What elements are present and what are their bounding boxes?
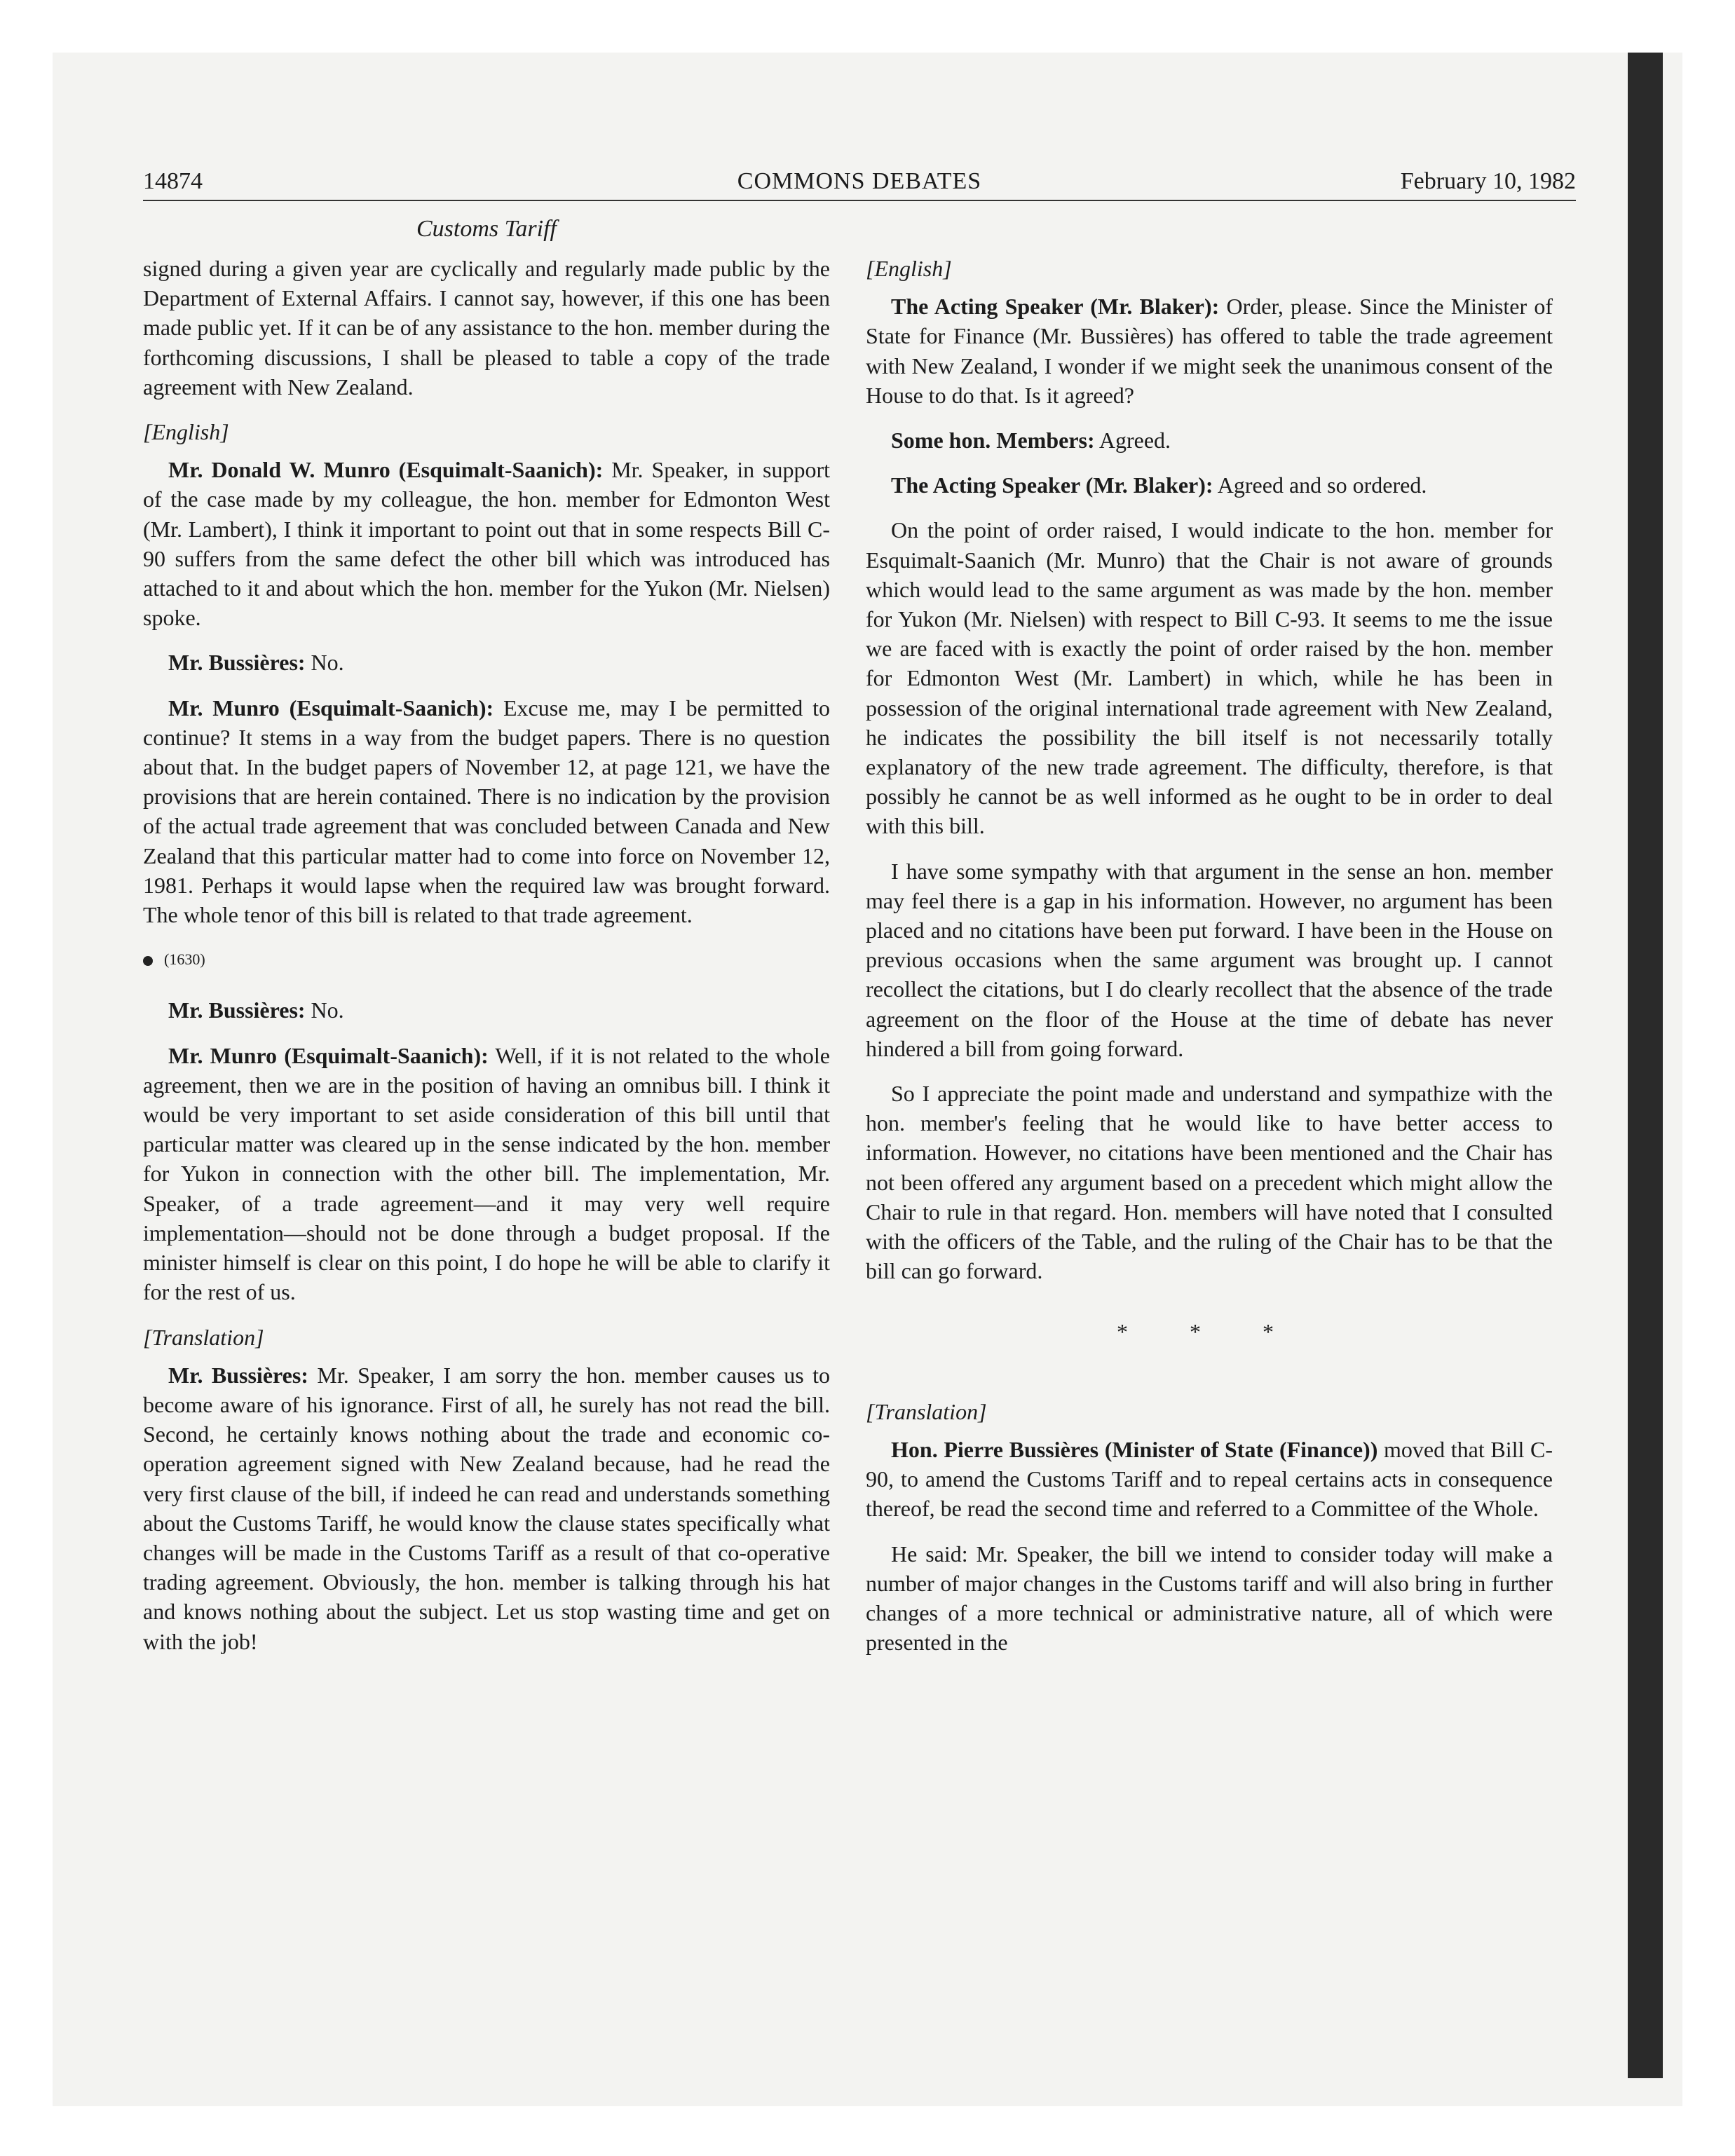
- speech-text: Excuse me, may I be permitted to continue? It stems in a way from the budget papers. There is no question about that. In the budget papers of November 12, at page 121, we have the provisions that are herein contained. There is no indication by the provision of the actual trade agreement that was concluded between Canada and New Zealand that this particular matter had to come into force on November 12, 1981. Perhaps it would lapse when the required law was brought forward. The whole tenor of this bill is related to that trade agreement.: [143, 695, 831, 928]
- speech: [143, 693, 830, 930]
- speech: [866, 425, 1553, 455]
- speech-text: moved that Bill C-90, to amend the Customs Tariff and to repeal certains acts in consequence thereof, be read the second time and referred to a Committee of the Whole.: [866, 1436, 1553, 1522]
- speaker-name: The Acting Speaker (Mr. Blaker):: [891, 294, 1220, 320]
- speech: [143, 995, 830, 1025]
- paragraph: He said: Mr. Speaker, the bill we intend to consider today will make a number of major changes in the Customs tariff and will also bring in further changes of a more technical or administrative nature, all of which were presented in the: [866, 1541, 1553, 1656]
- language-tag: [Translation]: [143, 1324, 264, 1350]
- paragraph: So I appreciate the point made and understand and sympathize with the hon. member's feeling that he would like to have better access to information. However, no citations have been mentioned and the Chair has not been offered any argument based on a precedent which might allow the Chair to rule in that regard. Hon. members will have noted that I consulted with the officers of the Table, and the ruling of the Chair has to be that the bill can go forward.: [866, 1081, 1553, 1284]
- bullet-icon: [143, 956, 153, 966]
- speaker-name: Mr. Bussières:: [168, 650, 306, 676]
- language-tag: [English]: [866, 256, 952, 281]
- language-tag: [Translation]: [866, 1398, 987, 1424]
- scan-edge-shadow: [1628, 53, 1663, 2078]
- speech-text: Mr. Speaker, in support of the case made by my colleague, the hon. member for Edmonton West (Mr. Lambert), I think it important to point out that in some respects Bill C-90 suffers from the same defect the other bill which was introduced has attached to it and about which the hon. member for the Yukon (Mr. Nielsen) spoke.: [143, 457, 831, 631]
- page-header: [143, 165, 1576, 198]
- speech-text: Mr. Speaker, I am sorry the hon. member causes us to become aware of his ignorance. First of all, he surely has not read the bill. Second, he certainly knows nothing about the trade and economic co-operation agreement signed with New Zealand because, had he read the very first clause of the bill, if indeed he can read and understands something about the Customs Tariff, he would know the clause states specifically what changes will be made in the Customs Tariff as a result of that co-operative trading agreement. Obviously, the hon. member is talking through his hat and knows nothing about the subject. Let us stop wasting time and get on with the job!: [143, 1362, 831, 1654]
- speech-text: Agreed and so ordered.: [1213, 472, 1427, 498]
- section-divider: * * *: [1117, 1318, 1302, 1344]
- speech: [866, 1435, 1553, 1524]
- speaker-name: Mr. Munro (Esquimalt-Saanich):: [168, 1042, 489, 1068]
- speech-text: Agreed.: [1094, 428, 1171, 453]
- speaker-name: Mr. Bussières:: [168, 997, 306, 1023]
- speech-text: No.: [305, 997, 344, 1023]
- speech-text: No.: [305, 650, 344, 676]
- paragraph: I have some sympathy with that argument in the sense an hon. member may feel there is a gap in his information. However, no argument has been placed and no citations have been put forward. I have been in the House on previous occasions when the same argument was brought up. I cannot recollect the citations, but I do clearly recollect that the absence of the trade agreement on the floor of the House at the time of debate has never hindered a bill from going forward.: [866, 858, 1553, 1061]
- speech: [866, 470, 1553, 500]
- speech: [143, 1041, 830, 1307]
- speaker-name: The Acting Speaker (Mr. Blaker):: [891, 472, 1213, 498]
- speaker-name: Hon. Pierre Bussières (Minister of State (Finance)): [891, 1436, 1378, 1462]
- language-tag: [English]: [143, 419, 229, 445]
- speaker-name: Mr. Donald W. Munro (Esquimalt-Saanich):: [168, 457, 604, 483]
- right-column: [866, 254, 1553, 1672]
- publication-title: COMMONS DEBATES: [737, 168, 982, 194]
- speech: [866, 292, 1553, 410]
- speech-text: Well, if it is not related to the whole agreement, then we are in the position of having an omnibus bill. I think it would be very important to set aside consideration of this bill until that particular matter was cleared up in the sense indicated by the hon. member for Yukon in connection with the other bill. The implementation, Mr. Speaker, of a trade agreement—and it may very well require implementation—should not be done through a budget proposal. If the minister himself is clear on this point, I do hope he will be able to clarify it for the rest of us.: [143, 1042, 831, 1305]
- paragraph: signed during a given year are cyclically and regularly made public by the Department of External Affairs. I cannot say, however, if this one has been made public yet. If it can be of any assistance to the hon. member during the forthcoming discussions, I shall be pleased to table a copy of the trade agreement with New Zealand.: [143, 256, 830, 400]
- speech: [143, 455, 830, 632]
- paragraph: On the point of order raised, I would indicate to the hon. member for Esquimalt-Saanich (Mr. Munro) that the Chair is not aware of grounds which would lead to the same argument as was made by the hon. member for Yukon (Mr. Nielsen) with respect to Bill C-93. It seems to me the issue we are faced with is exactly the point of order raised by the hon. member for Edmonton West (Mr. Lambert) in which, while he has been in possession of the original international trade agreement with New Zealand, he indicates the possibility the bill itself is not necessarily totally explanatory of the new trade agreement. The difficulty, therefore, is that possibly he cannot be as well informed as he ought to be in order to deal with this bill.: [866, 517, 1553, 839]
- publication-date: February 10, 1982: [1400, 168, 1576, 194]
- speech-text: Order, please. Since the Minister of State for Finance (Mr. Bussières) has offered to table the trade agreement with New Zealand, I wonder if we might seek the unanimous consent of the House to do that. Is it agreed?: [866, 294, 1553, 408]
- speech: [143, 1360, 830, 1656]
- speaker-name: Some hon. Members:: [891, 428, 1095, 453]
- speaker-name: Mr. Munro (Esquimalt-Saanich):: [168, 695, 494, 721]
- time-marker-text: (1630): [164, 950, 205, 969]
- subject-heading: Customs Tariff: [416, 216, 557, 242]
- left-column: [143, 254, 830, 1672]
- header-rule: [143, 200, 1576, 201]
- speaker-name: Mr. Bussières:: [168, 1362, 308, 1388]
- page-number: 14874: [143, 168, 203, 194]
- speech: [143, 648, 830, 677]
- time-marker: [143, 945, 830, 974]
